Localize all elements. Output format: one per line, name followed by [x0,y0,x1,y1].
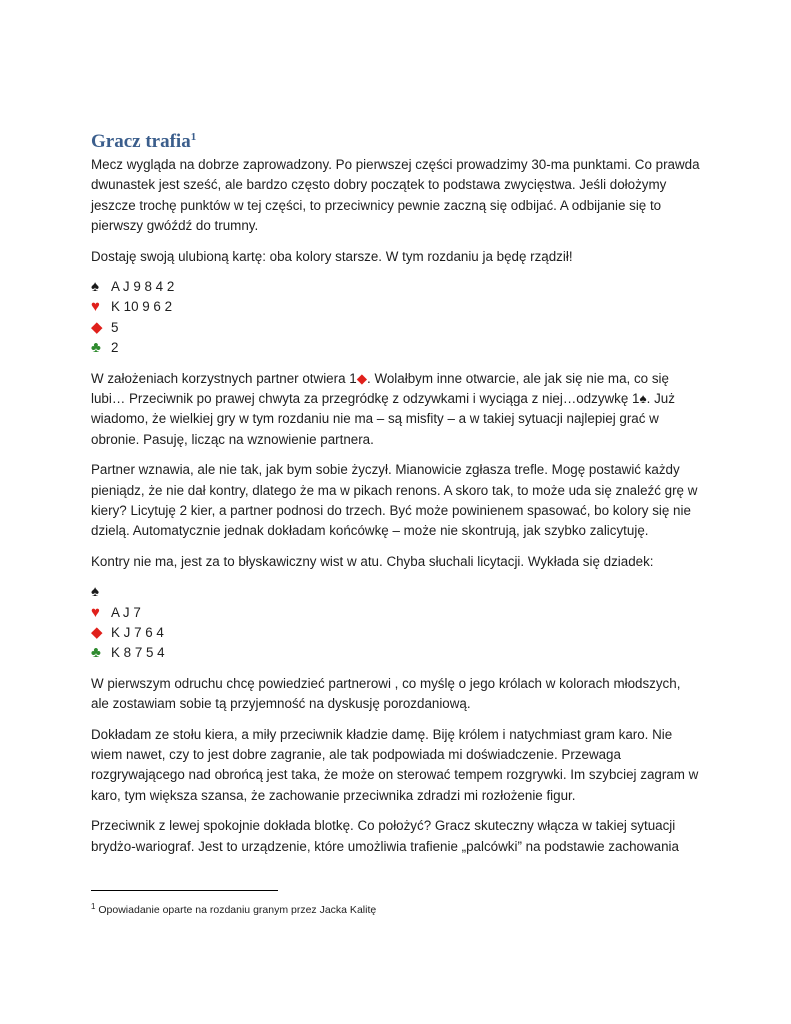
hand-my [91,277,701,359]
dummy-row-diamonds [91,623,701,643]
hand-cards-hearts: K 10 9 6 2 [111,299,173,315]
diamond-icon: ◆ [91,318,103,336]
dummy-row-clubs [91,643,701,663]
diamond-icon: ◆ [91,624,103,642]
hand-cards-clubs: 2 [111,340,119,356]
hand-row-diamonds [91,318,701,338]
hand-cards-spades: A J 9 8 4 2 [111,279,175,295]
footnote [91,900,376,917]
footnote-ref: 1 [190,131,197,143]
footnote-text: Opowiadanie oparte na rozdaniu granym przez Jacka Kalitę [98,904,377,916]
dummy-row-hearts [91,603,701,623]
spade-icon: ♠ [91,278,99,296]
hand-dummy [91,582,701,664]
document-body [91,125,701,867]
dummy-row-spades [91,582,701,602]
heart-icon: ♥ [91,603,100,621]
paragraph-8: Przeciwnik z lewej spokojnie dokłada blotkę. Co położyć? Gracz skuteczny włącza w takiej sytuacji brydżo-wariograf. Jest to urządzenie, które umożliwia trafienie „palcówki” na podstawie zachowania [91,818,679,854]
diamond-icon: ◆ [356,370,368,386]
hand-row-hearts [91,297,701,317]
heart-icon: ♥ [91,298,100,316]
paragraph-2: Dostaję swoją ulubioną kartę: oba kolory starsze. W tym rozdaniu ja będę rządził! [91,248,573,264]
paragraph-1: Mecz wygląda na dobrze zaprowadzony. Po pierwszej części prowadzimy 30-ma punktami. Co prawda dwunastek jest sześć, ale bardzo często dobry początek to podstawa zwycięstwa. Jeśli dołożymy jeszcze trochę punktów w tej części, to przeciwnicy pewnie zaczną się odbijać. A odbijanie się to pierwszy gwóźdź do trumny. [91,157,700,234]
club-icon: ♣ [91,339,101,357]
spade-icon: ♠ [91,583,99,601]
footnote-divider [91,890,278,891]
dummy-cards-hearts: A J 7 [111,604,141,620]
paragraph-4: Partner wznawia, ale nie tak, jak bym sobie życzył. Mianowicie zgłasza trefle. Mogę postawić każdy pieniądz, że nie dał kontry, dlatego że ma w pikach renons. A skoro tak, to może uda się znaleźć grę w kiery? Licytuję 2 kier, a partner podnosi do trzech. Być może powinienem spasować, bo kolory się nie dzielą. Automatycznie jednak dokładam końcówkę – może nie skontrują, jak szybko zalicytuję. [91,462,698,539]
paragraph-6: W pierwszym odruchu chcę powiedzieć partnerowi , co myślę o jego królach w kolorach młodszych, ale zostawiam sobie tą przyjemność na dyskusję porozdaniową. [91,675,681,712]
hand-row-spades [91,277,701,297]
spade-icon: ♠ [639,391,647,406]
paragraph-5: Kontry nie ma, jest za to błyskawiczny wist w atu. Chyba słuchali licytacji. Wykłada się dziadek: [91,553,654,569]
footnote-mark: 1 [91,902,96,911]
hand-cards-diamonds: 5 [111,319,119,335]
club-icon: ♣ [91,644,101,662]
page-title: Gracz trafia$^1$ [91,131,197,152]
paragraph-3: W założeniach korzystnych partner otwiera 1◆. Wolałbym inne otwarcie, ale jak się nie ma, co się lubi… Przeciwnik po prawej chwyta za przegródkę z odzywkami i wyciąga z niej…odzywkę 1♠. Już wiadomo, że wielkiej gry w tym rozdaniu nie ma – są misfity – a w takiej sytuacji najlepiej grać w obronie. Pasuję, licząc na wznowienie partnera. [91,370,675,447]
paragraph-7: Dokładam ze stołu kiera, a miły przeciwnik kładzie damę. Biję królem i natychmiast gram karo. Nie wiem nawet, czy to jest dobre zagranie, ale tak podpowiada mi doświadczenie. Przewaga rozgrywającego nad obrońcą jest taka, że może on sterować tempem rozgrywki. Im szybciej zagram w karo, tym większa szansa, że zachowanie przeciwnika zdradzi mi rozłożenie figur. [91,726,699,803]
hand-row-clubs [91,338,701,358]
dummy-cards-diamonds: K J 7 6 4 [111,625,164,641]
dummy-cards-clubs: K 8 7 5 4 [111,645,165,661]
